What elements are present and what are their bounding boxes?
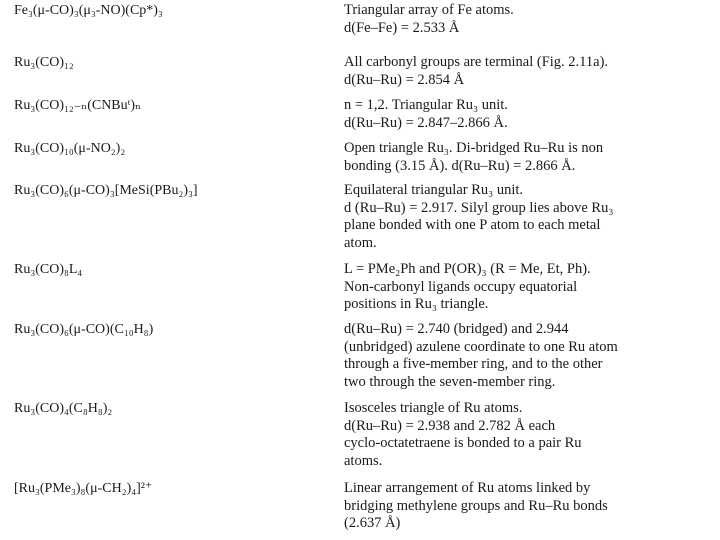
description-line: through a five-member ring, and to the other: [344, 356, 603, 372]
compound-formula: Ru₃(CO)₁₀(μ-NO₂)₂: [14, 141, 126, 156]
description-line: Isosceles triangle of Ru atoms.: [344, 400, 523, 416]
description-line: All carbonyl groups are terminal (Fig. 2.11a).: [344, 54, 609, 70]
description-line: d(Ru–Ru) = 2.854 Å: [344, 71, 465, 88]
description-line: positions in Ru₃ triangle.: [344, 296, 489, 312]
description-line: bridging methylene groups and Ru–Ru bonds: [344, 497, 608, 514]
description-line: d(Ru–Ru) = 2.938 and 2.782 Å each: [344, 417, 556, 434]
compound-formula: Ru₃(CO)₆(μ-CO)(C₁₀H₈): [14, 322, 154, 337]
description-line: d(Ru–Ru) = 2.740 (bridged) and 2.944: [344, 321, 569, 337]
compound-formula: Ru₃(CO)₈L₄: [14, 262, 83, 277]
description-line: bonding (3.15 Å). d(Ru–Ru) = 2.866 Å.: [344, 157, 576, 174]
description-line: Equilateral triangular Ru₃ unit.: [344, 182, 524, 198]
compound-description: [344, 321, 714, 391]
description-line: d(Fe–Fe) = 2.533 Å: [344, 19, 460, 36]
description-line: d (Ru–Ru) = 2.917. Silyl group lies above Ru₃: [344, 199, 614, 216]
compound-description: [344, 2, 714, 37]
description-line: Triangular array of Fe atoms.: [344, 2, 514, 18]
compound-formula: Ru₃(CO)₁₂₋ₙ(CNBuᵗ)ₙ: [14, 98, 142, 113]
description-line: Non-carbonyl ligands occupy equatorial: [344, 278, 578, 295]
compound-description: [344, 400, 714, 470]
compound-formula: Ru₃(CO)₄(C₈H₈)₂: [14, 401, 113, 416]
compound-formula: [Ru₃(PMe₃)₈(μ-CH₂)₄]²⁺: [14, 481, 153, 496]
description-line: Linear arrangement of Ru atoms linked by: [344, 480, 591, 496]
description-line: plane bonded with one P atom to each metal: [344, 217, 601, 233]
description-line: two through the seven-member ring.: [344, 373, 556, 390]
description-line: n = 1,2. Triangular Ru₃ unit.: [344, 97, 508, 113]
description-line: atom.: [344, 234, 377, 251]
compound-description: [344, 54, 714, 89]
description-line: (unbridged) azulene coordinate to one Ru atom: [344, 338, 618, 355]
description-line: d(Ru–Ru) = 2.847–2.866 Å.: [344, 114, 508, 131]
description-line: L = PMe₂Ph and P(OR)₃ (R = Me, Et, Ph).: [344, 261, 591, 277]
description-line: atoms.: [344, 452, 383, 469]
compound-formula: Fe₃(μ-CO)₃(μ₃-NO)(Cp*)₃: [14, 3, 163, 18]
compound-formula: Ru₃(CO)₁₂: [14, 55, 74, 70]
compound-description: [344, 97, 714, 132]
description-line: cyclo-octatetraene is bonded to a pair Ru: [344, 435, 582, 451]
compound-description: [344, 480, 714, 533]
compound-description: [344, 261, 714, 314]
description-line: (2.637 Å): [344, 515, 401, 531]
compound-description: [344, 182, 714, 252]
description-line: Open triangle Ru₃. Di-bridged Ru–Ru is non: [344, 140, 604, 156]
compound-description: [344, 140, 714, 175]
compound-formula: Ru₃(CO)₆(μ-CO)₃[MeSi(PBu₂)₃]: [14, 183, 198, 198]
